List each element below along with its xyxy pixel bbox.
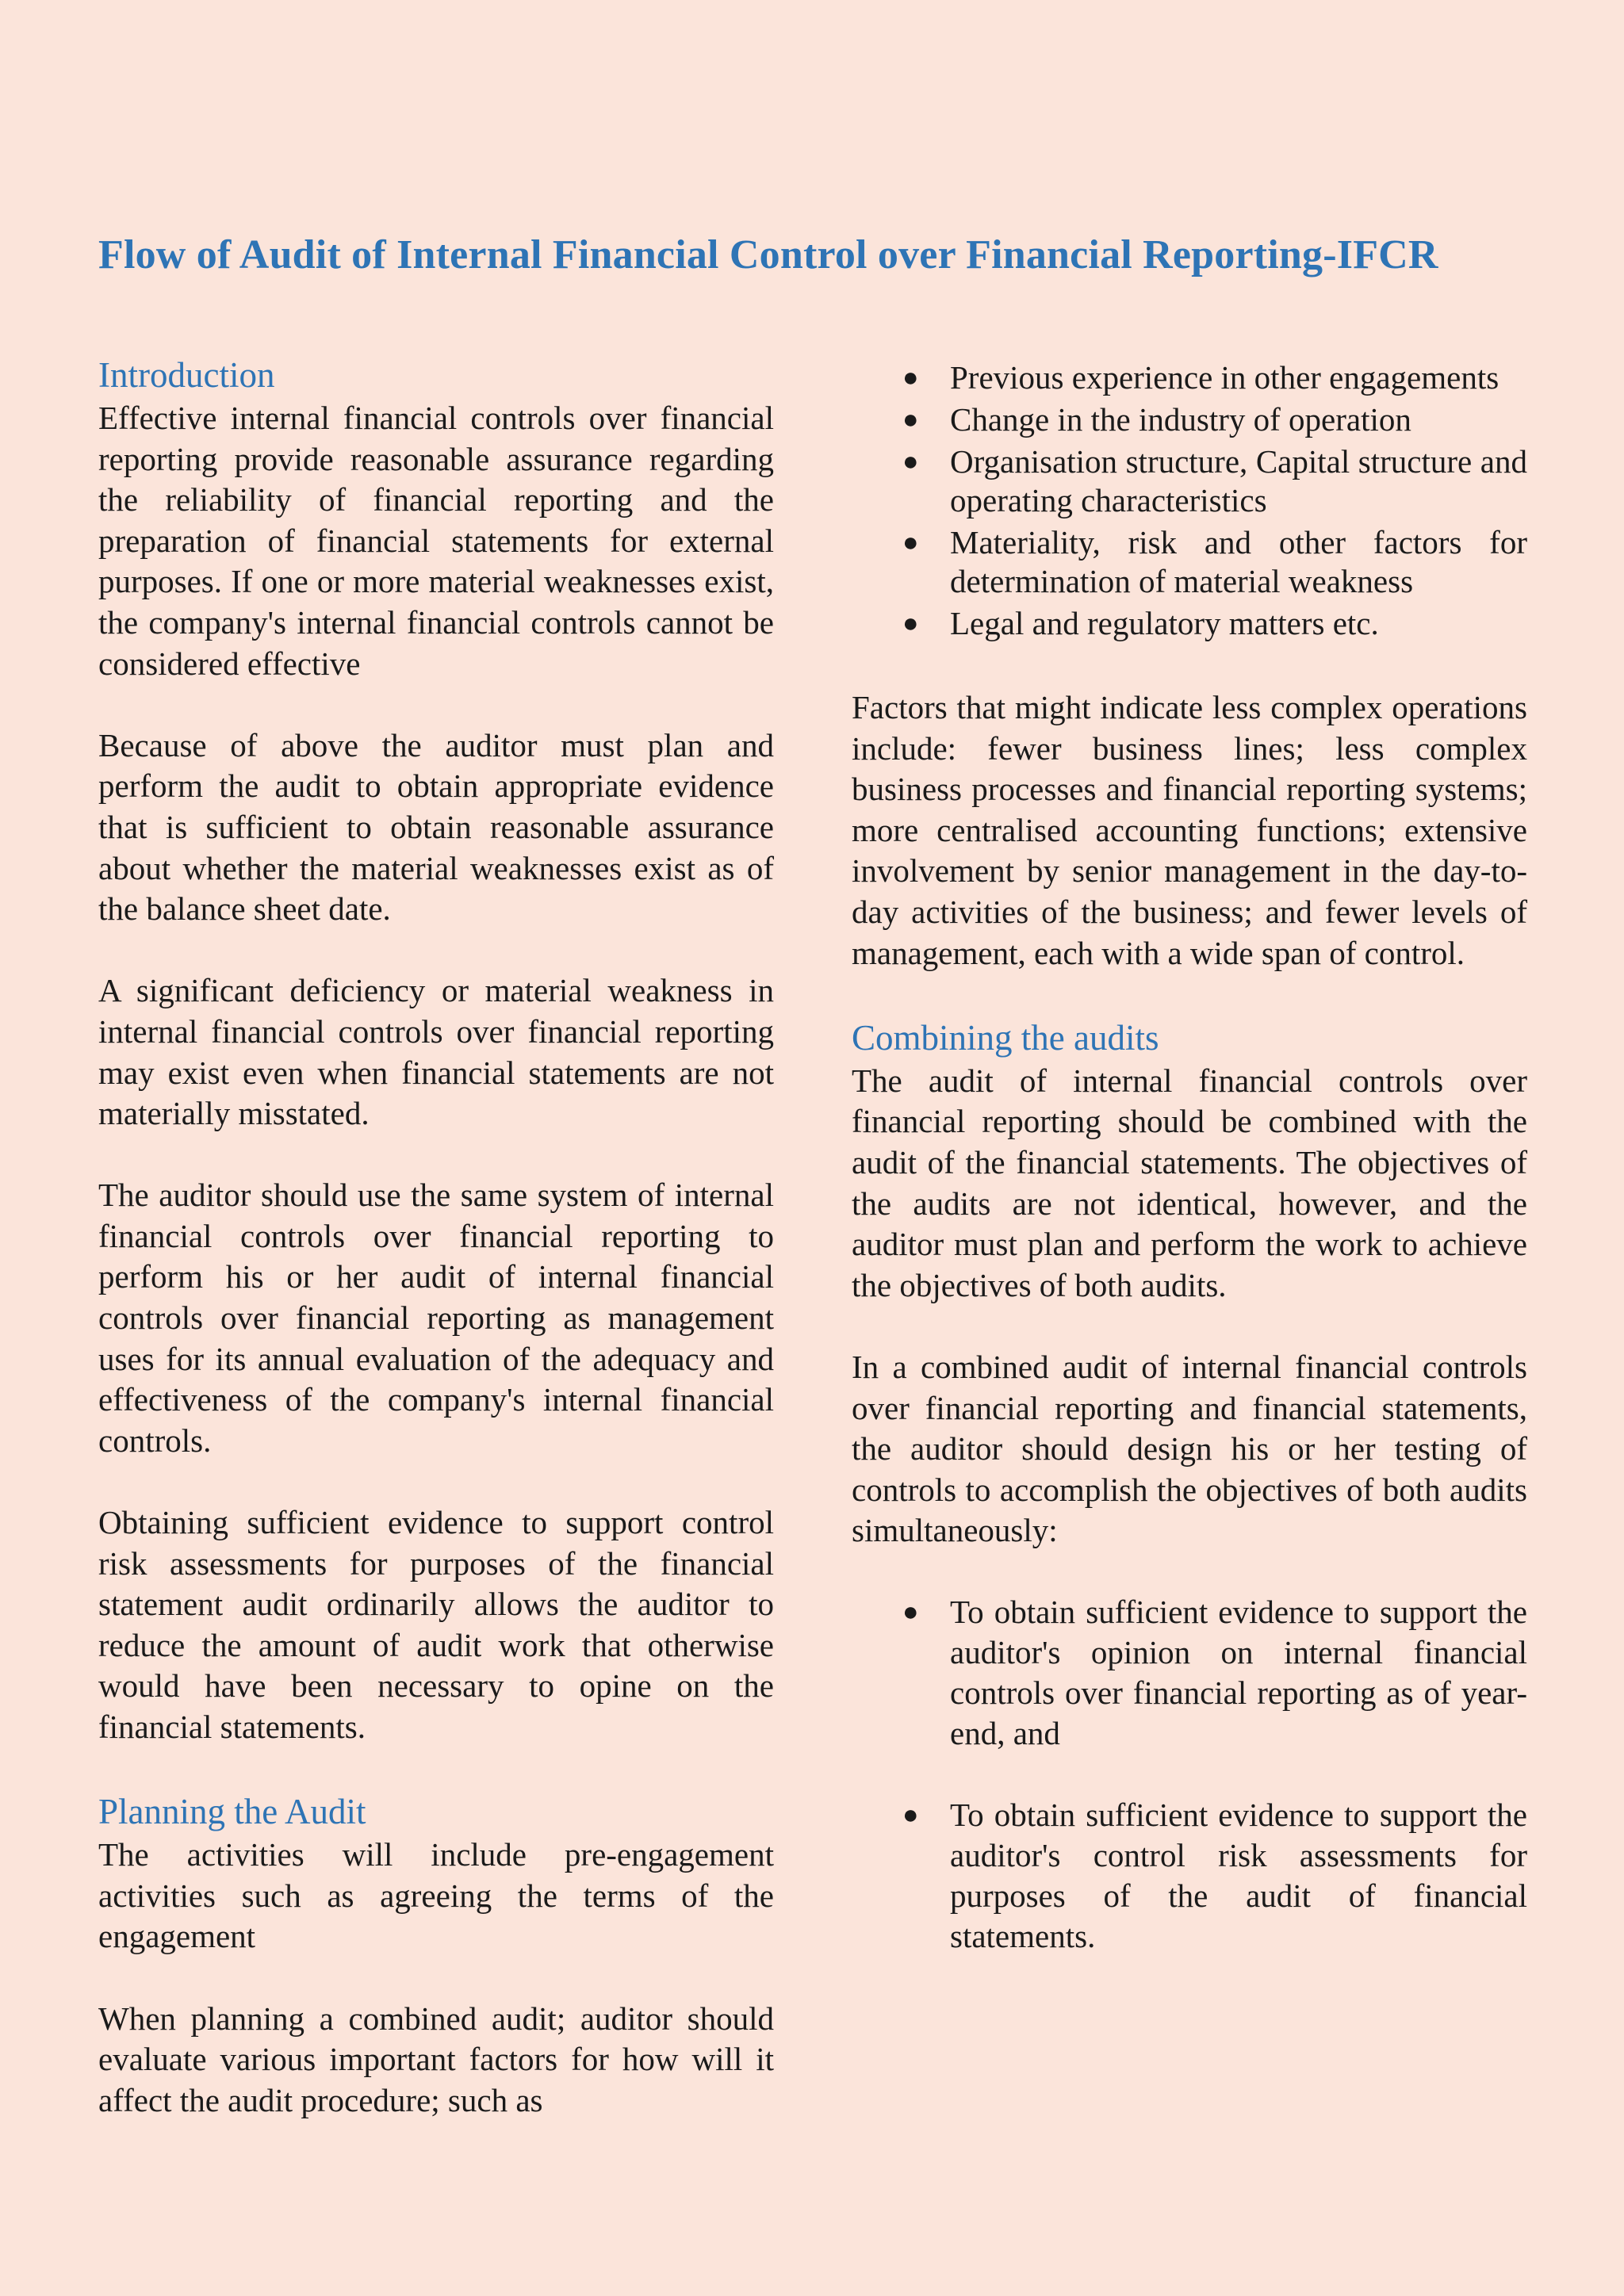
planning-paragraph-2: When planning a combined audit; auditor should evaluate various important factors for how will it affect the audit procedure; such as [98, 1999, 774, 2118]
combining-heading: Combining the audits [852, 1017, 1159, 1058]
list-item: ● Organisation structure, Capital structure and operating characteristics [902, 443, 1527, 519]
introduction-heading: Introduction [98, 355, 275, 395]
intro-paragraph-5: Obtaining sufficient evidence to support control risk assessments for purposes of the financial statement audit ordinarily allows the auditor to reduce the amount of audit work that otherwise would have been necessary to opine on the financial statements. [98, 1504, 774, 1745]
less-complex-paragraph: Factors that might indicate less complex operations include: fewer business lines; less complex business processes and financial reporting systems; more centralised accounting functions; extensive involvement by senior management in the day-to-day activities of the business; and fewer levels of management, each with a wide span of control. [852, 689, 1527, 971]
planning-paragraph-1: The activities will include pre-engagement activities such as agreeing the terms of the engagement [98, 1836, 774, 1955]
bullet-icon: ● [902, 609, 919, 638]
bullet-icon: ● [902, 528, 919, 557]
list-item: ● To obtain sufficient evidence to support the auditor's opinion on internal financial controls over financial reporting as of year-end, and [902, 1594, 1527, 1752]
intro-paragraph-3: A significant deficiency or material weakness in internal financial controls over financial reporting may exist even when financial statements are not materially misstated. [98, 972, 774, 1132]
list-item: ● Change in the industry of operation [902, 401, 1411, 438]
right-column [852, 358, 1527, 1998]
bullet-icon: ● [902, 405, 919, 434]
intro-paragraph-2: Because of above the auditor must plan and perform the audit to obtain appropriate evidence that is sufficient to obtain reasonable assurance about whether the material weaknesses exist as of the balance sheet date. [98, 726, 774, 928]
bullet-icon: ● [902, 363, 919, 392]
intro-paragraph-4: The auditor should use the same system of internal financial controls over financial reporting to perform his or her audit of internal financial controls over financial reporting as management uses for its annual evaluation of the adequacy and effectiveness of the company's internal financial controls. [98, 1177, 774, 1459]
list-item: ● To obtain sufficient evidence to support the auditor's control risk assessments for purposes of the audit of financial statements. [902, 1797, 1527, 1955]
intro-paragraph-1: Effective internal financial controls over financial reporting provide reasonable assurance regarding the reliability of financial reporting and the preparation of financial statements for external purposes. If one or more material weaknesses exist, the company's internal financial controls cannot be considered effective [98, 400, 774, 682]
list-item: ● Legal and regulatory matters etc. [902, 605, 1379, 641]
combining-paragraph-1: The audit of internal financial controls over financial reporting should be combined with the audit of the financial statements. The objectives of the audits are not identical, however, and the auditor must plan and perform the work to achieve the objectives of both audits. [852, 1062, 1527, 1303]
list-item: ● Previous experience in other engagements [902, 359, 1500, 396]
factors-list [852, 358, 1527, 643]
bullet-icon: ● [902, 1598, 919, 1628]
bullet-icon: ● [902, 1800, 919, 1831]
objectives-list [852, 1592, 1527, 1957]
left-column [98, 352, 774, 2162]
page-title: Flow of Audit of Internal Financial Control over Financial Reporting-IFCR [98, 232, 1438, 277]
bullet-icon: ● [902, 447, 919, 476]
combining-paragraph-2: In a combined audit of internal financial controls over financial reporting and financial statements, the auditor should design his or her testing of controls to accomplish the objectives of both audits simultaneously: [852, 1348, 1527, 1549]
planning-heading: Planning the Audit [98, 1792, 366, 1832]
list-item: ● Materiality, risk and other factors for determination of material weakness [902, 524, 1527, 599]
